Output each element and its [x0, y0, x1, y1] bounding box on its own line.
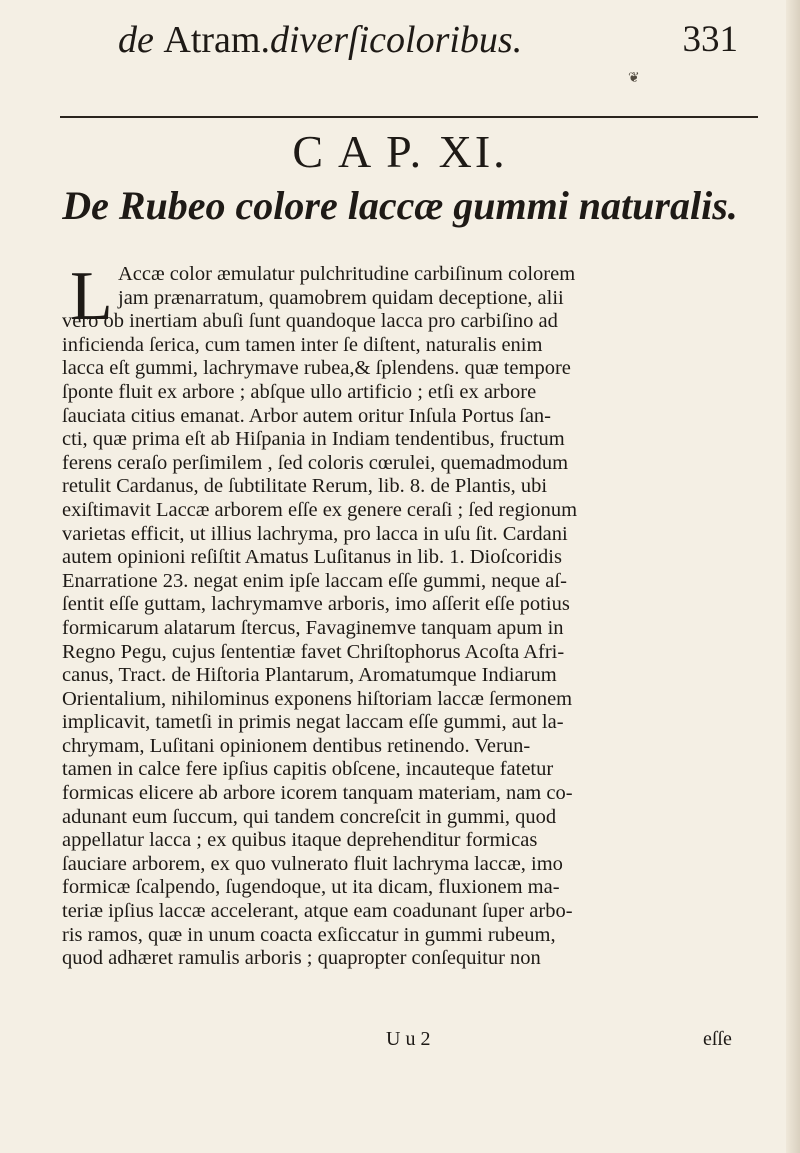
text-line: tamen in calce fere ipſius capitis obſcene, incauteque fatetur	[62, 758, 554, 781]
text-line: Enarratione 23. negat enim ipſe laccam eſſe gummi, neque aſ-	[62, 569, 567, 592]
text-line: Orientalium, nihilominus exponens hiſtoriam laccæ ſermonem	[62, 687, 573, 710]
text-line: chrymam, Luſitani opinionem dentibus retinendo. Verun-	[62, 734, 531, 757]
text-line: retulit Cardanus, de ſubtilitate Rerum, lib. 8. de Plantis, ubi	[62, 475, 548, 498]
text-line: lacca eſt gummi, lachrymave rubea,& ſplendens. quæ tempore	[62, 357, 571, 380]
text-line: ſponte fluit ex arbore ; abſque ullo artificio ; etſi ex arbore	[62, 380, 537, 403]
running-title	[118, 18, 522, 62]
text-line: jam prænarratum, quamobrem quidam deceptione, alii	[118, 286, 564, 309]
text-line: canus, Tract. de Hiſtoria Plantarum, Aromatumque Indiarum	[62, 664, 557, 687]
text-line: inficienda ſerica, cum tamen inter ſe diſtent, naturalis enim	[62, 333, 543, 356]
text-line: exiſtimavit Laccæ arborem eſſe ex genere ceraſi ; ſed regionum	[62, 498, 578, 521]
text-line: vero ob inertiam abuſi ſunt quandoque lacca pro carbiſino ad	[62, 310, 558, 333]
text-line: autem opinioni reſiſtit Amatus Luſitanus in lib. 1. Dioſcoridis	[62, 546, 562, 569]
chapter-title: De Rubeo colore laccæ gummi naturalis.	[62, 183, 738, 228]
text-line: Accæ color æmulatur pulchritudine carbiſinum colorem	[118, 263, 576, 285]
header-rule	[60, 116, 758, 118]
text-line: ſauciata citius emanat. Arbor autem oritur Inſula Portus ſan-	[62, 404, 552, 427]
text-line: varietas efficit, ut illius lachryma, pro lacca in uſu ſit. Cardani	[62, 522, 568, 545]
text-line: ſauciare arborem, ex quo vulnerato fluit lachryma laccæ, imo	[62, 852, 563, 875]
catchword: eſſe	[703, 1028, 732, 1050]
text-line: adunant eum ſuccum, qui tandem concreſcit in gummi, quod	[62, 805, 557, 828]
text-line: Regno Pegu, cujus ſententiæ favet Chriſtophorus Acoſta Afri-	[62, 640, 565, 663]
drop-cap: L	[70, 258, 113, 335]
text-line: ferens ceraſo perſimilem , ſed coloris cœrulei, quemadmodum	[62, 451, 569, 474]
running-title-suffix: diverſicoloribus.	[269, 19, 523, 61]
text-line: formicarum alatarum ſtercus, Favaginemve tanquam apum in	[62, 616, 564, 639]
chapter-number: C A P. XI.	[292, 126, 508, 177]
page-number: 331	[682, 19, 738, 60]
signature-mark: U u 2	[386, 1028, 431, 1050]
text-line: cti, quæ prima eſt ab Hiſpania in Indiam tendentibus, fructum	[62, 428, 565, 451]
ornament-icon: ❦	[628, 70, 640, 86]
text-line: implicavit, tametſi in primis negat laccam eſſe gummi, aut la-	[62, 711, 564, 734]
text-line: formicas elicere ab arbore icorem tanquam materiam, nam co-	[62, 782, 573, 805]
running-title-word: Atram.	[163, 19, 270, 61]
text-line: formicæ ſcalpendo, ſugendoque, ut ita dicam, fluxionem ma-	[62, 876, 560, 899]
text-line: appellatur lacca ; ex quibus itaque deprehenditur formicas	[62, 829, 538, 852]
text-line: teriæ ipſius laccæ accelerant, atque eam coadunant ſuper arbo-	[62, 900, 573, 923]
running-header	[118, 18, 738, 72]
text-line: ris ramos, quæ in unum coacta exſiccatur in gummi rubeum,	[62, 923, 556, 946]
text-line: ſentit eſſe guttam, lachrymamve arboris, imo aſſerit eſſe potius	[62, 593, 570, 616]
running-title-prefix: de	[118, 19, 154, 61]
text-line: quod adhæret ramulis arboris ; quapropter conſequitur non	[62, 947, 541, 970]
body-text	[62, 263, 758, 971]
